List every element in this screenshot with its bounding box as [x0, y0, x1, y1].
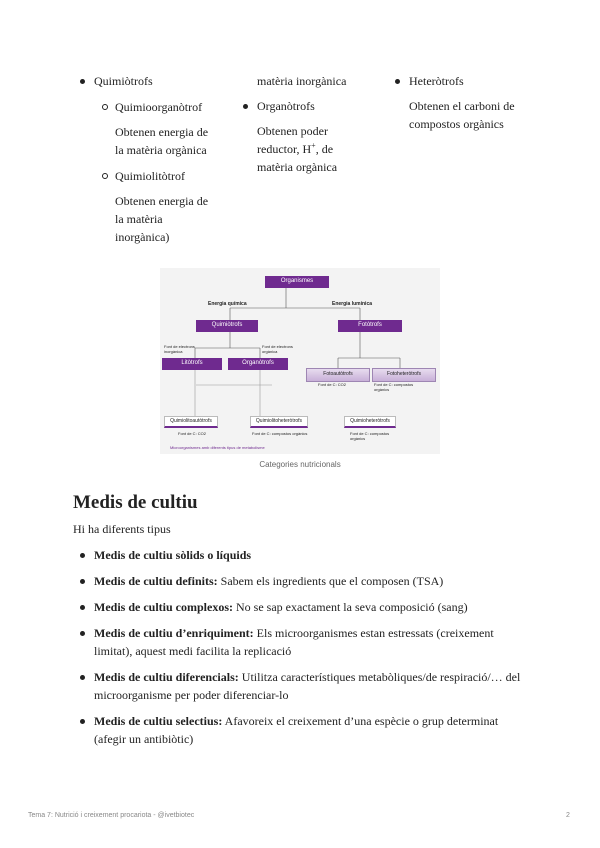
photoauto-box: Fotoautòtrofs [306, 368, 370, 382]
page-number: 2 [566, 812, 570, 819]
item-label: Heteròtrofs [409, 74, 464, 88]
chemolithohetero-box: Quimiolitoheteròtrofs [250, 416, 308, 428]
list-item [115, 167, 219, 185]
column-heterotrofs [409, 72, 529, 133]
chemo-box: Quimiòtrofs [196, 320, 258, 332]
list-item: Medis de cultiu sòlids o líquids [94, 546, 533, 564]
subitem-label: Quimiolitòtrof [115, 169, 185, 183]
continuation-text: matèria inorgànica [257, 74, 347, 88]
photohetero-box: Fotoheteròtrofs [372, 368, 436, 382]
note-left: Font de electrons inorgànica [164, 344, 195, 354]
chemolithoauto-box: Quimiolitoautòtrofs [164, 416, 218, 428]
list-item [409, 72, 529, 90]
photo-box: Fotòtrofs [338, 320, 402, 332]
b2-note: Font de C: compostos orgànics [252, 431, 308, 436]
list-item: Medis de cultiu diferencials: Utilitza característiques metabòliques/de respiració/… del microorganisme per poder diferenciar-lo [94, 668, 533, 704]
section-intro: Hi ha diferents tipus [73, 522, 171, 536]
item-desc: Obtenen el carboni de compostos orgànics [409, 99, 515, 131]
list-item: Medis de cultiu definits: Sabem els ingredients que el composen (TSA) [94, 572, 533, 590]
subitem-label: Quimioorganòtrof [115, 100, 203, 114]
list-item [94, 72, 219, 90]
organo-box: Organòtrofs [228, 358, 288, 370]
list-item: Medis de cultiu selectius: Afavoreix el creixement d’una espècie o grup determinat (afegir un antibiòtic) [94, 712, 533, 748]
nutritional-categories-diagram [160, 268, 440, 454]
section-title: Medis de cultiu [73, 492, 198, 513]
item-label: Organòtrofs [257, 99, 315, 113]
b3-note: Font de C: compostos orgànics [350, 431, 390, 441]
list-item: Medis de cultiu d’enriquiment: Els microorganismes estan estressats (creixement limitat), aquest medi facilita la replicació [94, 624, 533, 660]
footer-text: Tema 7: Nutrició i creixement procariota - @ivetbiotec [28, 812, 195, 819]
culture-media-list [94, 546, 533, 748]
list-item [257, 97, 377, 115]
energy-left-label: Energia química [208, 301, 247, 307]
column-quimiotrofs [94, 72, 219, 246]
column-organotrofs [257, 72, 377, 176]
subitem-desc: Obtenen energia de la matèria orgànica [115, 125, 209, 157]
root-box: Organismes [265, 276, 329, 288]
note-right: Font de electrons orgànica [262, 344, 293, 354]
bottom-note: Microorganismes amb diferents tipus de metabolisme [170, 445, 265, 450]
litho-box: Litòtrofs [162, 358, 222, 370]
b1-note: Font de C: CO2 [178, 431, 207, 436]
diagram-caption: Categories nutricionals [259, 460, 341, 469]
photohetero-note: Font de C: compostos orgànics [374, 382, 414, 392]
chemohetero-box: Quimioheteròtrofs [344, 416, 396, 428]
section-medis-cultiu [73, 492, 533, 756]
photoauto-note: Font de C: CO2 [318, 382, 347, 387]
list-item [115, 98, 219, 116]
item-label: Quimiòtrofs [94, 74, 153, 88]
item-desc: Obtenen poder reductor, H+, de matèria orgànica [257, 124, 338, 174]
list-item: Medis de cultiu complexos: No se sap exactament la seva composició (sang) [94, 598, 533, 616]
energy-right-label: Energia lumínica [332, 301, 373, 307]
subitem-desc: Obtenen energia de la matèria inorgànica) [115, 194, 209, 244]
